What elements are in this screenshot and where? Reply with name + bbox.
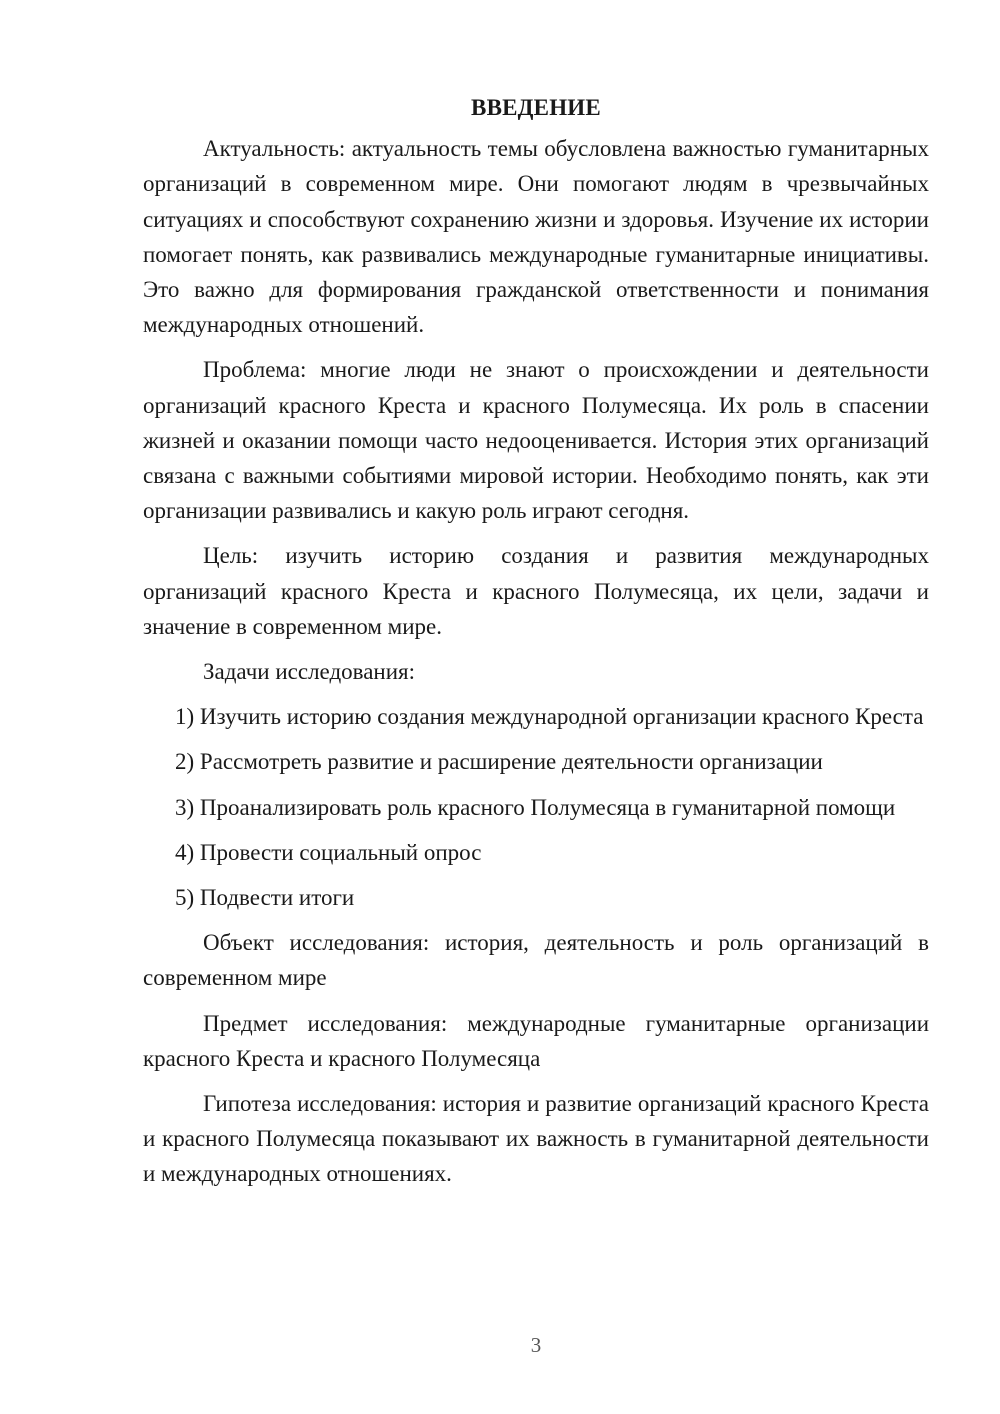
paragraph-problem: Проблема: многие люди не знают о происхождении и деятельности организаций красного Креста и красного Полумесяца. Их роль в спасении жизней и оказании помощи часто недооценивается. История этих организаций связана с важными событиями мировой истории. Необходимо понять, как эти организации развивались и какую роль играют сегодня. [143, 357, 929, 524]
paragraph-tasks-heading: Задачи исследования: [203, 659, 416, 685]
page-number: 3 [530, 1333, 542, 1357]
paragraph-goal: Цель: изучить историю создания и развития международных организаций красного Креста и красного Полумесяца, их цели, задачи и значение в современном мире. [143, 543, 929, 639]
document-page [143, 90, 929, 1202]
task-item-2: 2) Рассмотреть развитие и расширение деятельности организации [175, 749, 823, 775]
section-title: ВВЕДЕНИЕ [471, 95, 601, 120]
paragraph-subject: Предмет исследования: международные гуманитарные организации красного Креста и красного Полумесяца [143, 1010, 929, 1071]
task-item-1: 1) Изучить историю создания международной организации красного Креста [175, 704, 924, 730]
task-item-5: 5) Подвести итоги [175, 885, 355, 911]
paragraph-hypothesis: Гипотеза исследования: история и развитие организаций красного Креста и красного Полумесяца показывают их важность в гуманитарной деятельности и международных отношениях. [143, 1091, 929, 1187]
paragraph-object: Объект исследования: история, деятельность и роль организаций в современном мире [143, 930, 929, 991]
task-item-3: 3) Проанализировать роль красного Полумесяца в гуманитарной помощи [175, 794, 896, 820]
paragraph-relevance: Актуальность: актуальность темы обусловлена важностью гуманитарных организаций в современном мире. Они помогают людям в чрезвычайных ситуациях и способствуют сохранению жизни и здоровья. Изучение их истории помогает понять, как развивались международные гуманитарные инициативы. Это важно для формирования гражданской ответственности и понимания международных отношений. [143, 136, 929, 338]
task-item-4: 4) Провести социальный опрос [175, 839, 482, 865]
